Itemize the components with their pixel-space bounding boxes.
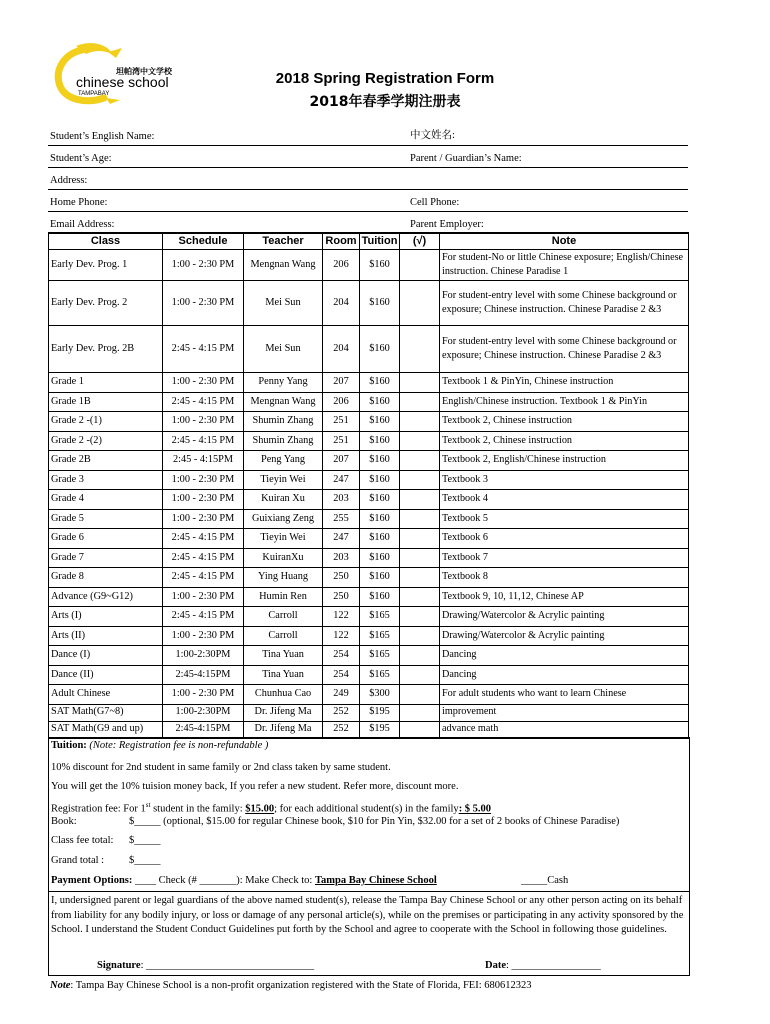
grand-total-label: Grand total :: [51, 855, 105, 866]
row-room: 204: [323, 281, 360, 326]
registration-fee-line: [51, 801, 491, 815]
row-note: Drawing/Watercolor & Acrylic painting: [440, 626, 689, 646]
row-teacher: Mei Sun: [244, 326, 323, 373]
book-line[interactable]: [51, 816, 620, 827]
row-teacher: Kuiran Xu: [244, 490, 323, 510]
table-header-row: [49, 233, 689, 250]
row-room: 255: [323, 509, 360, 529]
row-room: 250: [323, 568, 360, 588]
date-line[interactable]: [485, 960, 601, 971]
refer-text: You will get the 10% tuision money back, If you refer a new student. Refer more, discount more.: [51, 781, 459, 792]
row-schedule: 1:00 - 2:30 PM: [163, 250, 244, 281]
row-check[interactable]: [400, 704, 440, 721]
row-room: 252: [323, 721, 360, 738]
row-note: Textbook 7: [440, 548, 689, 568]
row-check[interactable]: [400, 646, 440, 666]
tuition-label: Tuition:: [51, 740, 87, 751]
row-check[interactable]: [400, 607, 440, 627]
payment-text: ____ Check (# _______): Make Check to:: [132, 875, 315, 886]
row-teacher: Ying Huang: [244, 568, 323, 588]
row-schedule: 2:45 - 4:15 PM: [163, 392, 244, 412]
discount-text: 10% discount for 2nd student in same family or 2nd class taken by same student.: [51, 762, 391, 773]
reg-pre: Registration fee: For 1: [51, 803, 146, 815]
table-row: [49, 373, 689, 393]
row-class: Arts (I): [49, 607, 163, 627]
row-class: Adult Chinese: [49, 685, 163, 705]
row-class: Early Dev. Prog. 2B: [49, 326, 163, 373]
row-class: Grade 2B: [49, 451, 163, 471]
row-schedule: 1:00 - 2:30 PM: [163, 490, 244, 510]
grand-total-value: $_____: [129, 855, 161, 866]
row-tuition: $160: [360, 281, 400, 326]
table-row: [49, 626, 689, 646]
row-note: Drawing/Watercolor & Acrylic painting: [440, 607, 689, 627]
row-check[interactable]: [400, 529, 440, 549]
row-teacher: Mei Sun: [244, 281, 323, 326]
row-check[interactable]: [400, 568, 440, 588]
row-teacher: Dr. Jifeng Ma: [244, 704, 323, 721]
reg-amount-first: $15.00: [245, 803, 275, 815]
row-note: advance math: [440, 721, 689, 738]
row-schedule: 1:00 - 2:30 PM: [163, 470, 244, 490]
row-note: Textbook 8: [440, 568, 689, 588]
row-teacher: Mengnan Wang: [244, 392, 323, 412]
row-teacher: Tieyin Wei: [244, 470, 323, 490]
table-row: [49, 490, 689, 510]
field-row[interactable]: [48, 146, 688, 168]
payment-options-line[interactable]: [51, 875, 437, 886]
field-row[interactable]: [48, 212, 688, 234]
row-room: 206: [323, 392, 360, 412]
row-teacher: Mengnan Wang: [244, 250, 323, 281]
home-phone-label: Home Phone:: [50, 197, 108, 208]
tuition-section: [48, 737, 690, 976]
table-row: [49, 646, 689, 666]
table-row: [49, 548, 689, 568]
row-room: 251: [323, 412, 360, 432]
payee-name: Tampa Bay Chinese School: [314, 875, 437, 886]
table-row: [49, 451, 689, 471]
field-row[interactable]: [48, 124, 688, 146]
title-english: 2018 Spring Registration Form: [275, 70, 495, 87]
row-teacher: Penny Yang: [244, 373, 323, 393]
header-tuition: Tuition: [360, 233, 400, 250]
row-check[interactable]: [400, 490, 440, 510]
class-table: [48, 232, 689, 739]
table-row: [49, 587, 689, 607]
email-label: Email Address:: [50, 219, 115, 230]
class-fee-line[interactable]: [51, 835, 161, 846]
row-teacher: Dr. Jifeng Ma: [244, 721, 323, 738]
row-teacher: Peng Yang: [244, 451, 323, 471]
row-teacher: Carroll: [244, 607, 323, 627]
row-class: Arts (II): [49, 626, 163, 646]
row-room: 247: [323, 529, 360, 549]
liability-waiver: I, undersigned parent or legal guardians of the above named student(s), release the Tampa Bay Chinese School or any other person acting on its behalf from liability for any bodily injury, or loss or damage of any personal article(s), while on the premises or participating in any activity sponsored by the School. I understand the Student Conduct Guidelines put forth by the School and agree to cooperate with the School in following those guidelines.: [49, 891, 689, 938]
row-room: 203: [323, 548, 360, 568]
row-tuition: $160: [360, 412, 400, 432]
table-row: [49, 529, 689, 549]
class-fee-value: $_____: [129, 835, 161, 846]
row-room: 203: [323, 490, 360, 510]
row-schedule: 1:00 - 2:30 PM: [163, 626, 244, 646]
table-row: [49, 326, 689, 373]
row-check[interactable]: [400, 326, 440, 373]
row-note: improvement: [440, 704, 689, 721]
footnote-label: Note: [50, 980, 71, 991]
row-schedule: 1:00 - 2:30 PM: [163, 685, 244, 705]
row-schedule: 1:00 - 2:30 PM: [163, 281, 244, 326]
row-tuition: $160: [360, 431, 400, 451]
row-teacher: Tina Yuan: [244, 646, 323, 666]
row-check[interactable]: [400, 509, 440, 529]
row-tuition: $160: [360, 392, 400, 412]
row-class: Grade 1B: [49, 392, 163, 412]
table-row: [49, 509, 689, 529]
age-label: Student’s Age:: [50, 153, 112, 164]
row-schedule: 2:45 - 4:15 PM: [163, 607, 244, 627]
row-schedule: 2:45 - 4:15 PM: [163, 529, 244, 549]
row-note: Dancing: [440, 646, 689, 666]
row-teacher: KuiranXu: [244, 548, 323, 568]
row-schedule: 2:45-4:15PM: [163, 665, 244, 685]
signature-blank: : ________________________________: [140, 960, 315, 971]
employer-label: Parent Employer:: [410, 219, 484, 230]
row-note: Textbook 1 & PinYin, Chinese instruction: [440, 373, 689, 393]
reg-mid: student in the family:: [150, 803, 246, 815]
footnote-text: : Tampa Bay Chinese School is a non-profit organization registered with the State of Florida, FEI: 680612323: [70, 980, 532, 991]
table-row: [49, 721, 689, 738]
row-class: Grade 8: [49, 568, 163, 588]
row-check[interactable]: [400, 373, 440, 393]
tuition-note: (Note: Registration fee is non-refundable ): [89, 740, 269, 751]
row-check[interactable]: [400, 451, 440, 471]
student-info-fields: [48, 124, 688, 234]
row-check[interactable]: [400, 665, 440, 685]
row-tuition: $160: [360, 490, 400, 510]
row-schedule: 1:00 - 2:30 PM: [163, 373, 244, 393]
row-class: Dance (II): [49, 665, 163, 685]
footnote: [50, 980, 532, 991]
row-room: 249: [323, 685, 360, 705]
title-chinese: 2018年春季学期注册表: [309, 94, 461, 110]
row-note: For student-entry level with some Chinese background or exposure; Chinese instruction. Chinese Paradise 2 &3: [440, 326, 689, 373]
row-teacher: Guixiang Zeng: [244, 509, 323, 529]
row-note: Textbook 2, Chinese instruction: [440, 412, 689, 432]
row-room: 207: [323, 373, 360, 393]
row-teacher: Tieyin Wei: [244, 529, 323, 549]
row-class: Grade 5: [49, 509, 163, 529]
row-tuition: $165: [360, 665, 400, 685]
table-row: [49, 470, 689, 490]
reg-mid2: ; for each additional student(s) in the family: [274, 803, 459, 815]
row-class: Grade 6: [49, 529, 163, 549]
row-schedule: 2:45-4:15PM: [163, 721, 244, 738]
tuition-heading: [51, 740, 268, 751]
grand-total-line[interactable]: [51, 855, 161, 866]
row-room: 251: [323, 431, 360, 451]
row-tuition: $160: [360, 451, 400, 471]
field-row[interactable]: [48, 190, 688, 212]
row-tuition: $165: [360, 607, 400, 627]
row-tuition: $160: [360, 470, 400, 490]
class-fee-label: Class fee total:: [51, 835, 114, 846]
row-room: 122: [323, 607, 360, 627]
row-class: SAT Math(G9 and up): [49, 721, 163, 738]
date-blank: : _________________: [506, 960, 601, 971]
row-room: 254: [323, 646, 360, 666]
row-check[interactable]: [400, 250, 440, 281]
book-text: $_____ (optional, $15.00 for regular Chinese book, $10 for Pin Yin, $32.00 for a set of 2 books of Chinese Paradise): [129, 816, 620, 827]
chinese-name-label: 中文姓名:: [410, 130, 455, 141]
row-tuition: $160: [360, 587, 400, 607]
header-room: Room: [323, 233, 360, 250]
row-tuition: $160: [360, 373, 400, 393]
row-schedule: 2:45 - 4:15 PM: [163, 326, 244, 373]
row-schedule: 1:00-2:30PM: [163, 704, 244, 721]
table-row: [49, 704, 689, 721]
row-room: 254: [323, 665, 360, 685]
row-room: 252: [323, 704, 360, 721]
row-schedule: 1:00 - 2:30 PM: [163, 587, 244, 607]
row-note: Textbook 3: [440, 470, 689, 490]
row-teacher: Shumin Zhang: [244, 412, 323, 432]
row-class: Early Dev. Prog. 2: [49, 281, 163, 326]
row-class: Grade 4: [49, 490, 163, 510]
row-schedule: 1:00 - 2:30 PM: [163, 412, 244, 432]
row-note: Textbook 5: [440, 509, 689, 529]
row-teacher: Tina Yuan: [244, 665, 323, 685]
row-note: Textbook 9, 10, 11,12, Chinese AP: [440, 587, 689, 607]
row-note: Textbook 2, English/Chinese instruction: [440, 451, 689, 471]
row-tuition: $195: [360, 721, 400, 738]
table-row: [49, 431, 689, 451]
row-class: SAT Math(G7~8): [49, 704, 163, 721]
row-schedule: 2:45 - 4:15 PM: [163, 548, 244, 568]
row-class: Grade 2 -(2): [49, 431, 163, 451]
payment-label: Payment Options:: [51, 875, 133, 886]
row-schedule: 1:00-2:30PM: [163, 646, 244, 666]
reg-amount-additional: : $ 5.00: [458, 803, 492, 815]
cell-phone-label: Cell Phone:: [410, 197, 460, 208]
row-schedule: 2:45 - 4:15PM: [163, 451, 244, 471]
row-note: For student-entry level with some Chinese background or exposure; Chinese instruction. Chinese Paradise 2 &3: [440, 281, 689, 326]
header-schedule: Schedule: [163, 233, 244, 250]
guardian-name-label: Parent / Guardian’s Name:: [410, 153, 522, 164]
row-class: Grade 7: [49, 548, 163, 568]
row-class: Grade 3: [49, 470, 163, 490]
english-name-label: Student’s English Name:: [50, 131, 155, 142]
row-tuition: $160: [360, 529, 400, 549]
row-room: 206: [323, 250, 360, 281]
table-row: [49, 250, 689, 281]
row-teacher: Humin Ren: [244, 587, 323, 607]
row-room: 207: [323, 451, 360, 471]
row-note: English/Chinese instruction. Textbook 1 & PinYin: [440, 392, 689, 412]
table-row: [49, 392, 689, 412]
header-teacher: Teacher: [244, 233, 323, 250]
cash-option[interactable]: _____Cash: [521, 875, 569, 886]
row-room: 247: [323, 470, 360, 490]
row-note: Textbook 6: [440, 529, 689, 549]
row-tuition: $195: [360, 704, 400, 721]
row-tuition: $160: [360, 568, 400, 588]
row-check[interactable]: [400, 548, 440, 568]
row-check[interactable]: [400, 626, 440, 646]
table-row: [49, 568, 689, 588]
row-tuition: $165: [360, 626, 400, 646]
logo-text-en: chinese school: [76, 74, 169, 90]
row-schedule: 2:45 - 4:15 PM: [163, 568, 244, 588]
row-schedule: 2:45 - 4:15 PM: [163, 431, 244, 451]
row-tuition: $160: [360, 250, 400, 281]
row-check[interactable]: [400, 587, 440, 607]
header-class: Class: [49, 233, 163, 250]
table-row: [49, 607, 689, 627]
row-class: Dance (I): [49, 646, 163, 666]
row-class: Grade 1: [49, 373, 163, 393]
row-tuition: $160: [360, 509, 400, 529]
row-room: 122: [323, 626, 360, 646]
row-check[interactable]: [400, 685, 440, 705]
row-tuition: $300: [360, 685, 400, 705]
table-row: [49, 685, 689, 705]
header-note: Note: [440, 233, 689, 250]
book-label: Book:: [51, 816, 77, 827]
row-room: 204: [323, 326, 360, 373]
row-check[interactable]: [400, 281, 440, 326]
row-tuition: $165: [360, 646, 400, 666]
reg-sup: st: [145, 801, 151, 809]
table-row: [49, 665, 689, 685]
row-room: 250: [323, 587, 360, 607]
row-check[interactable]: [400, 431, 440, 451]
row-schedule: 1:00 - 2:30 PM: [163, 509, 244, 529]
logo-text-cn: 坦帕湾中文学校: [116, 67, 172, 76]
signature-label: Signature: [97, 960, 141, 971]
row-class: Grade 2 -(1): [49, 412, 163, 432]
date-label: Date: [485, 960, 506, 971]
table-row: [49, 412, 689, 432]
address-label: Address:: [50, 175, 88, 186]
header-check: (√): [400, 233, 440, 250]
row-tuition: $160: [360, 326, 400, 373]
row-class: Early Dev. Prog. 1: [49, 250, 163, 281]
row-teacher: Carroll: [244, 626, 323, 646]
row-note: Textbook 4: [440, 490, 689, 510]
table-row: [49, 281, 689, 326]
row-teacher: Shumin Zhang: [244, 431, 323, 451]
row-check[interactable]: [400, 470, 440, 490]
logo-text-sub: TAMPABAY: [78, 91, 110, 97]
row-note: For adult students who want to learn Chinese: [440, 685, 689, 705]
row-note: Textbook 2, Chinese instruction: [440, 431, 689, 451]
row-check[interactable]: [400, 721, 440, 738]
row-teacher: Chunhua Cao: [244, 685, 323, 705]
field-row[interactable]: [48, 168, 688, 190]
row-class: Advance (G9~G12): [49, 587, 163, 607]
signature-line[interactable]: [97, 960, 314, 971]
class-rows: [49, 250, 689, 739]
row-check[interactable]: [400, 412, 440, 432]
row-note: For student-No or little Chinese exposure; English/Chinese instruction. Chinese Paradise 1: [440, 250, 689, 281]
row-check[interactable]: [400, 392, 440, 412]
row-tuition: $160: [360, 548, 400, 568]
row-note: Dancing: [440, 665, 689, 685]
